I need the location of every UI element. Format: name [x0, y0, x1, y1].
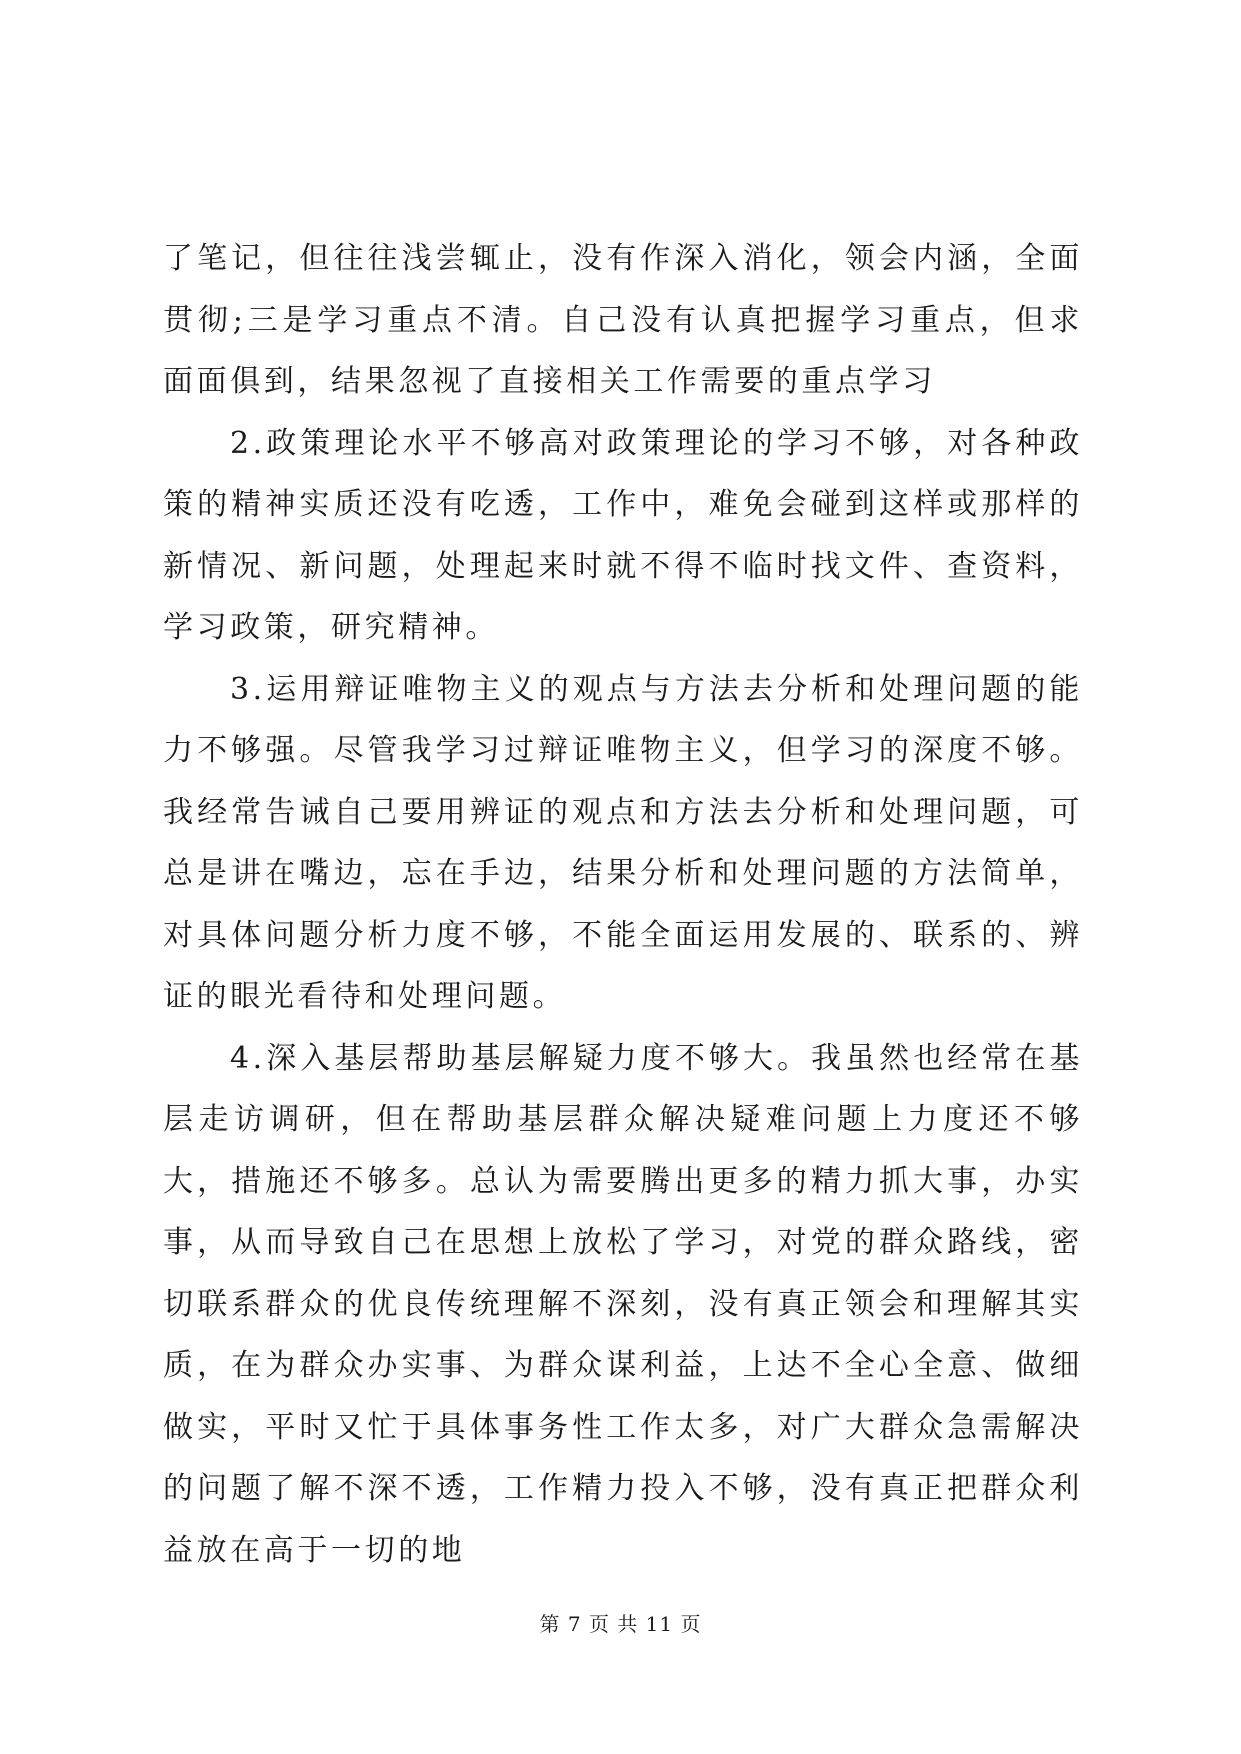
body-text	[163, 228, 1083, 1581]
paragraph-item-4: 4.深入基层帮助基层解疑力度不够大。我虽然也经常在基层走访调研，但在帮助基层群众解决疑难问题上力度还不够大，措施还不够多。总认为需要腾出更多的精力抓大事，办实事，从而导致自己在思想上放松了学习，对党的群众路线，密切联系群众的优良传统理解不深刻，没有真正领会和理解其实质，在为群众办实事、为群众谋利益，上达不全心全意、做细做实，平时又忙于具体事务性工作太多，对广大群众急需解决的问题了解不深不透，工作精力投入不够，没有真正把群众利益放在高于一切的地	[163, 1040, 1083, 1568]
paragraph-continued: 了笔记，但往往浅尝辄止，没有作深入消化，领会内涵，全面贯彻;三是学习重点不清。自己没有认真把握学习重点，但求面面俱到，结果忽视了直接相关工作需要的重点学习	[163, 241, 1083, 399]
paragraph-item-3: 3.运用辩证唯物主义的观点与方法去分析和处理问题的能力不够强。尽管我学习过辩证唯物主义，但学习的深度不够。我经常告诫自己要用辨证的观点和方法去分析和处理问题，可总是讲在嘴边，忘在手边，结果分析和处理问题的方法简单，对具体问题分析力度不够，不能全面运用发展的、联系的、辨证的眼光看待和处理问题。	[163, 671, 1083, 1014]
paragraph-item-2: 2.政策理论水平不够高对政策理论的学习不够，对各种政策的精神实质还没有吃透，工作中，难免会碰到这样或那样的新情况、新问题，处理起来时就不得不临时找文件、查资料，学习政策，研究精神。	[163, 425, 1083, 645]
page-number-footer: 第 7 页 共 11 页	[539, 1612, 702, 1636]
